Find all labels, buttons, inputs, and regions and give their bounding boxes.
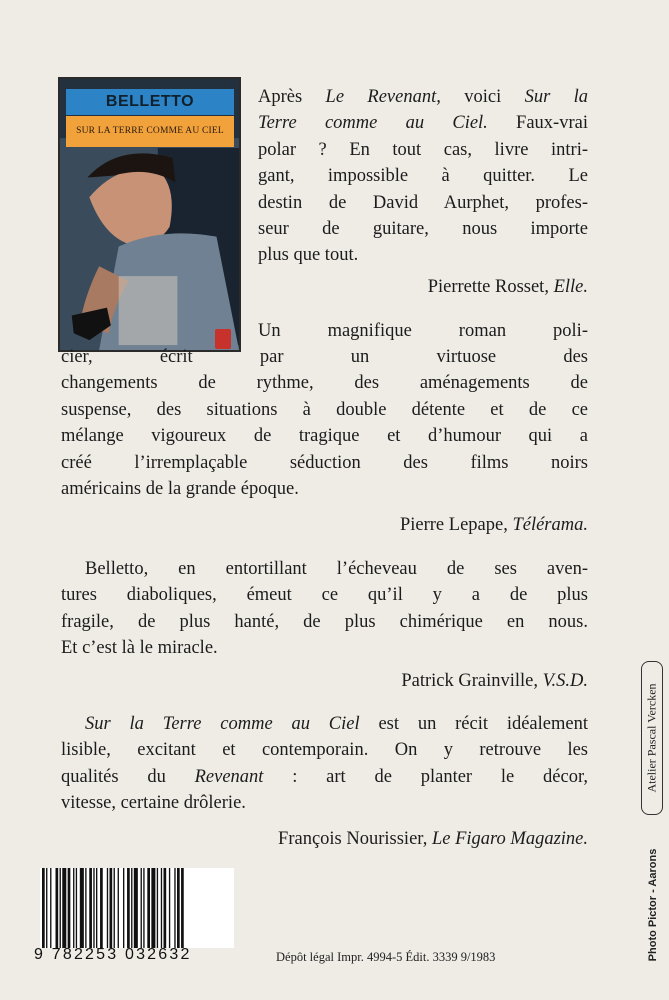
barcode-bar [62, 868, 66, 948]
review-4-attribution [61, 826, 588, 852]
cover-title: SUR LA TERRE COMME AU CIEL [66, 116, 234, 147]
barcode-bar [42, 868, 45, 948]
text-line: mélange vigoureux de tragique et d’humour qui a [61, 426, 588, 447]
text-line: seur de guitare, nous importe [258, 219, 588, 240]
barcode-bar [107, 868, 108, 948]
barcode-bar [143, 868, 144, 948]
text-line: créé l’irremplaçable séduction des films noirs [61, 452, 588, 473]
text-line: suspense, des situations à double détente et de ce [61, 399, 588, 420]
design-credit [641, 661, 663, 815]
review-2-first-line [258, 318, 588, 344]
barcode-bar [157, 868, 158, 948]
barcode-bar [151, 868, 155, 948]
barcode-bar [127, 868, 130, 948]
review-1-author: Pierrette Rosset, [427, 277, 549, 297]
review-3-source: V.S.D. [542, 671, 588, 691]
barcode-bar [46, 868, 47, 948]
barcode-bar [169, 868, 170, 948]
review-3-author: Patrick Grainville, [401, 671, 538, 691]
review-1-text [258, 84, 588, 269]
legal-deposit-notice: Dépôt légal Impr. 4994-5 Édit. 3339 9/1983 [276, 950, 496, 964]
review-3-text [61, 556, 588, 662]
barcode-bar [96, 868, 97, 948]
text-line: Terre comme au Ciel. Faux-vrai [258, 113, 588, 134]
barcode-bar [114, 868, 115, 948]
barcode-bar [141, 868, 142, 948]
review-2-attribution [61, 512, 588, 538]
barcode-bar [76, 868, 77, 948]
cover-author: BELLETTO [66, 89, 234, 115]
photo-credit-text: Photo Pictor - Aarons [647, 848, 659, 962]
text-line: Sur la Terre comme au Ciel est un récit idéalement [85, 714, 588, 734]
design-credit-text: Atelier Pascal Vercken [644, 683, 659, 793]
barcode-bar [68, 868, 71, 948]
isbn-barcode [34, 868, 240, 966]
review-2-line: Un magnifique roman poli- [258, 321, 588, 341]
barcode-bar [100, 868, 103, 948]
barcode-bar [89, 868, 92, 948]
text-line: destin de David Aurphet, profes- [258, 192, 588, 213]
text-line: Belletto, en entortillant l’écheveau de ses aven- [85, 559, 588, 579]
review-4-source: Le Figaro Magazine. [431, 829, 588, 849]
barcode-number: 9 782253 032632 [34, 946, 192, 963]
text-line: changements de rythme, des aménagements de [61, 373, 588, 394]
text-line: Et c’est là le miracle. [61, 638, 218, 659]
barcode-bar [174, 868, 175, 948]
review-4-text [61, 711, 588, 817]
barcode-bar [110, 868, 113, 948]
barcode-bar [131, 868, 132, 948]
text-line: cier, écrit par un virtuose des [61, 347, 588, 367]
barcode-bar [56, 868, 59, 948]
barcode-bar [118, 868, 119, 948]
text-line: tures diaboliques, émeut ce qu’il y a de plus [61, 585, 588, 606]
barcode-bar [73, 868, 74, 948]
barcode-bar [181, 868, 184, 948]
review-1-source: Elle. [553, 277, 588, 297]
review-2-source: Télérama. [512, 515, 588, 535]
text-line: vitesse, certaine drôlerie. [61, 793, 246, 814]
text-line: lisible, excitant et contemporain. On y retrouve les [61, 740, 588, 761]
barcode-bar [93, 868, 94, 948]
barcode-bars [40, 868, 234, 948]
review-3-attribution [61, 668, 588, 694]
text-line: fragile, de plus hanté, de plus chimérique en nous. [61, 611, 588, 632]
barcode-bar [164, 868, 167, 948]
text-line: polar ? En tout cas, livre intri- [258, 139, 588, 160]
text-line: qualités du Revenant : art de planter le décor, [61, 766, 588, 787]
barcode-bar [177, 868, 180, 948]
front-cover-thumbnail [58, 77, 241, 352]
text-line: plus que tout. [258, 245, 359, 266]
barcode-bar [60, 868, 61, 948]
barcode-bar [161, 868, 162, 948]
review-1-attribution [258, 274, 588, 300]
barcode-bar [80, 868, 84, 948]
barcode-bar [85, 868, 86, 948]
barcode-bar [134, 868, 138, 948]
review-2-author: Pierre Lepape, [399, 515, 508, 535]
review-4-author: François Nourissier, [278, 829, 428, 849]
text-line: américains de la grande époque. [61, 479, 299, 500]
review-2-text [61, 344, 588, 502]
barcode-bar [50, 868, 51, 948]
text-line: gant, impossible à quitter. Le [258, 166, 588, 187]
photo-credit [644, 830, 662, 980]
barcode-bar [123, 868, 124, 948]
barcode-bar [147, 868, 150, 948]
text-line: Après Le Revenant, voici Sur la [258, 87, 589, 107]
